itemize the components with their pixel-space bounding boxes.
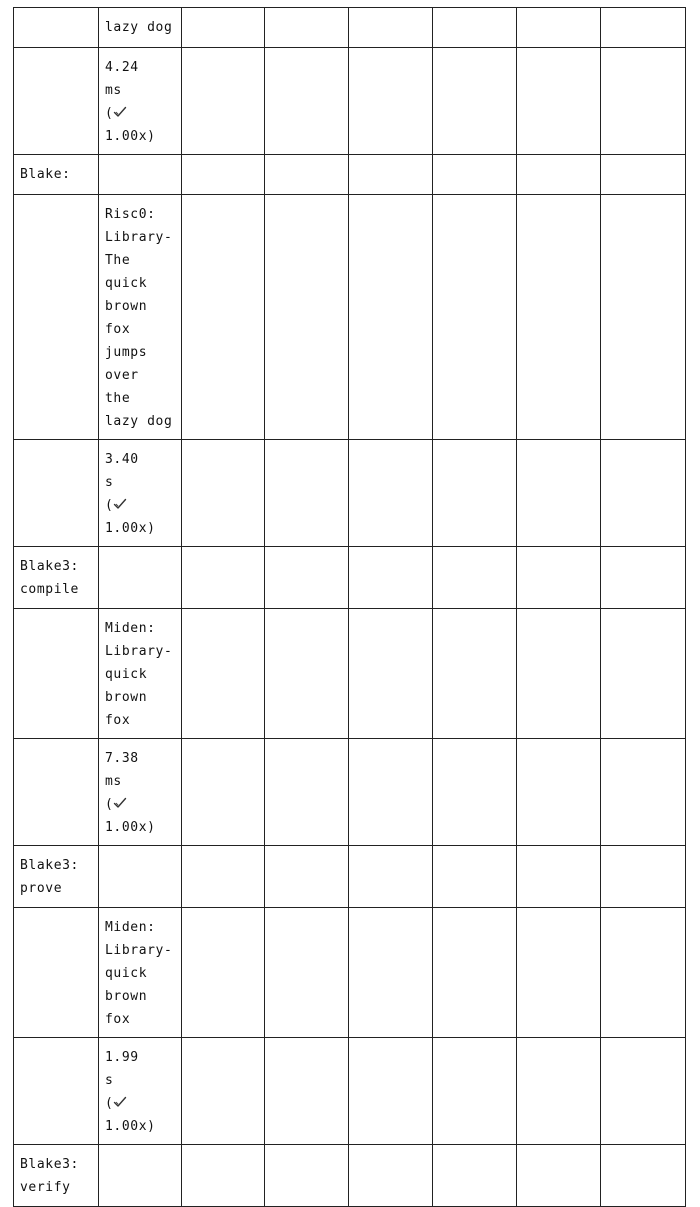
empty-cell [349, 547, 433, 609]
cell-line-text: over the [105, 368, 156, 406]
cell-line [105, 203, 175, 226]
row-label-cell [14, 609, 99, 739]
empty-cell [433, 8, 517, 48]
empty-cell [265, 1038, 349, 1145]
empty-cell [349, 846, 433, 908]
empty-cell [349, 155, 433, 195]
cell-line [105, 1046, 175, 1092]
empty-cell [517, 846, 601, 908]
cell-line [105, 640, 175, 663]
empty-cell [601, 48, 686, 155]
cell-line-text: 4.24 ms [105, 60, 164, 98]
cell-line [105, 1092, 175, 1115]
row-content-cell [99, 195, 182, 440]
row-content-cell [99, 547, 182, 609]
cell-line [105, 226, 175, 249]
row-label-cell [14, 195, 99, 440]
table-row [14, 8, 686, 48]
empty-cell [265, 739, 349, 846]
cell-line-text: Miden: [105, 920, 156, 935]
empty-cell [182, 908, 265, 1038]
cell-line-text: Miden: [105, 621, 156, 636]
empty-cell [517, 739, 601, 846]
cell-line-text: 1.00x) [105, 1119, 156, 1134]
empty-cell [182, 547, 265, 609]
cell-line-text: quick [105, 667, 148, 682]
empty-cell [601, 547, 686, 609]
empty-cell [349, 609, 433, 739]
empty-cell [349, 48, 433, 155]
cell-line-text: 1.99 s [105, 1050, 173, 1088]
empty-cell [601, 440, 686, 547]
row-content-cell [99, 1145, 182, 1207]
empty-cell [517, 440, 601, 547]
empty-cell [265, 8, 349, 48]
empty-cell [517, 195, 601, 440]
empty-cell [265, 440, 349, 547]
empty-cell [349, 440, 433, 547]
cell-line [105, 793, 175, 816]
empty-cell [349, 8, 433, 48]
empty-cell [265, 1145, 349, 1207]
row-label-cell [14, 8, 99, 48]
empty-cell [265, 609, 349, 739]
empty-cell [601, 609, 686, 739]
table-row [14, 908, 686, 1038]
empty-cell [433, 440, 517, 547]
empty-cell [349, 195, 433, 440]
cell-line [105, 1115, 175, 1138]
table-row [14, 440, 686, 547]
empty-cell [182, 1038, 265, 1145]
empty-cell [433, 846, 517, 908]
row-content-cell [99, 739, 182, 846]
cell-line-text: 1.00x) [105, 521, 156, 536]
empty-cell [349, 1145, 433, 1207]
empty-cell [349, 739, 433, 846]
cell-line [105, 939, 175, 962]
empty-cell [517, 1038, 601, 1145]
cell-line [105, 249, 175, 295]
table-row [14, 48, 686, 155]
empty-cell [182, 846, 265, 908]
row-label-cell: Blake3: compile [14, 547, 99, 609]
cell-line-text: Library- [105, 943, 173, 958]
empty-cell [517, 609, 601, 739]
row-content-cell [99, 1038, 182, 1145]
cell-line-text: 7.38 ms [105, 751, 164, 789]
empty-cell [517, 1145, 601, 1207]
row-content-cell [99, 48, 182, 155]
empty-cell [433, 609, 517, 739]
cell-line [105, 364, 175, 410]
empty-cell [433, 908, 517, 1038]
cell-line-text: lazy dog [105, 20, 173, 35]
check-mark-icon [113, 498, 127, 510]
cell-line-text: ( [105, 498, 114, 513]
cell-line-text: Library- [105, 230, 173, 245]
cell-line [105, 916, 175, 939]
empty-cell [433, 48, 517, 155]
cell-line-text: quick [105, 966, 148, 981]
table-row [14, 1038, 686, 1145]
cell-line [105, 102, 175, 125]
empty-cell [182, 48, 265, 155]
row-label-cell: Blake3: prove [14, 846, 99, 908]
cell-line-text: jumps [105, 345, 148, 360]
empty-cell [601, 1145, 686, 1207]
empty-cell [601, 1038, 686, 1145]
empty-cell [433, 1038, 517, 1145]
cell-line [105, 410, 175, 433]
empty-cell [182, 440, 265, 547]
cell-line [105, 663, 175, 686]
empty-cell [433, 155, 517, 195]
table-row [14, 155, 686, 195]
empty-cell [349, 908, 433, 1038]
empty-cell [433, 1145, 517, 1207]
empty-cell [349, 1038, 433, 1145]
empty-cell [601, 155, 686, 195]
empty-cell [601, 8, 686, 48]
empty-cell [182, 155, 265, 195]
cell-line [105, 448, 175, 494]
empty-cell [601, 908, 686, 1038]
empty-cell [182, 739, 265, 846]
cell-line [105, 816, 175, 839]
empty-cell [265, 846, 349, 908]
cell-line-text: Risc0: [105, 207, 156, 222]
empty-cell [265, 195, 349, 440]
empty-cell [265, 908, 349, 1038]
table-row [14, 609, 686, 739]
table-row [14, 547, 686, 609]
cell-line-text: brown fox [105, 989, 156, 1027]
empty-cell [517, 547, 601, 609]
cell-line [105, 56, 175, 102]
cell-line-text: ( [105, 1096, 114, 1111]
empty-cell [182, 195, 265, 440]
cell-line-text: 3.40 s [105, 452, 173, 490]
empty-cell [433, 195, 517, 440]
row-label-cell [14, 1038, 99, 1145]
cell-line [105, 494, 175, 517]
cell-line-text: ( [105, 106, 114, 121]
cell-line [105, 295, 175, 341]
benchmark-table [13, 7, 686, 1207]
cell-line [105, 747, 175, 793]
cell-line [105, 517, 175, 540]
row-content-cell [99, 846, 182, 908]
row-label-cell [14, 739, 99, 846]
cell-line [105, 686, 175, 732]
cell-line [105, 985, 175, 1031]
check-mark-icon [113, 797, 127, 809]
cell-line-text: The quick [105, 253, 148, 291]
empty-cell [601, 739, 686, 846]
cell-line-text: ( [105, 797, 114, 812]
cell-line-text: 1.00x) [105, 820, 156, 835]
empty-cell [265, 155, 349, 195]
cell-line-text: 1.00x) [105, 129, 156, 144]
row-content-cell [99, 908, 182, 1038]
cell-line-text: lazy dog [105, 414, 173, 429]
empty-cell [265, 547, 349, 609]
table-row [14, 739, 686, 846]
row-label-cell: Blake: [14, 155, 99, 195]
empty-cell [182, 8, 265, 48]
table-row [14, 846, 686, 908]
empty-cell [433, 547, 517, 609]
empty-cell [433, 739, 517, 846]
empty-cell [265, 48, 349, 155]
table-row [14, 1145, 686, 1207]
empty-cell [601, 846, 686, 908]
check-mark-icon [113, 106, 127, 118]
cell-line [105, 617, 175, 640]
check-mark-icon [113, 1096, 127, 1108]
row-label-cell [14, 908, 99, 1038]
empty-cell [601, 195, 686, 440]
row-label-cell [14, 440, 99, 547]
row-label-cell: Blake3: verify [14, 1145, 99, 1207]
empty-cell [517, 908, 601, 1038]
row-content-cell [99, 609, 182, 739]
table-row [14, 195, 686, 440]
cell-line [105, 962, 175, 985]
cell-line-text: brown fox [105, 690, 156, 728]
empty-cell [517, 8, 601, 48]
cell-line-text: Library- [105, 644, 173, 659]
cell-line [105, 341, 175, 364]
empty-cell [517, 155, 601, 195]
row-label-cell [14, 48, 99, 155]
empty-cell [182, 609, 265, 739]
cell-line-text: brown fox [105, 299, 156, 337]
row-content-cell [99, 155, 182, 195]
row-content-cell [99, 8, 182, 48]
empty-cell [182, 1145, 265, 1207]
row-content-cell [99, 440, 182, 547]
empty-cell [517, 48, 601, 155]
cell-line [105, 125, 175, 148]
cell-line [105, 16, 175, 39]
